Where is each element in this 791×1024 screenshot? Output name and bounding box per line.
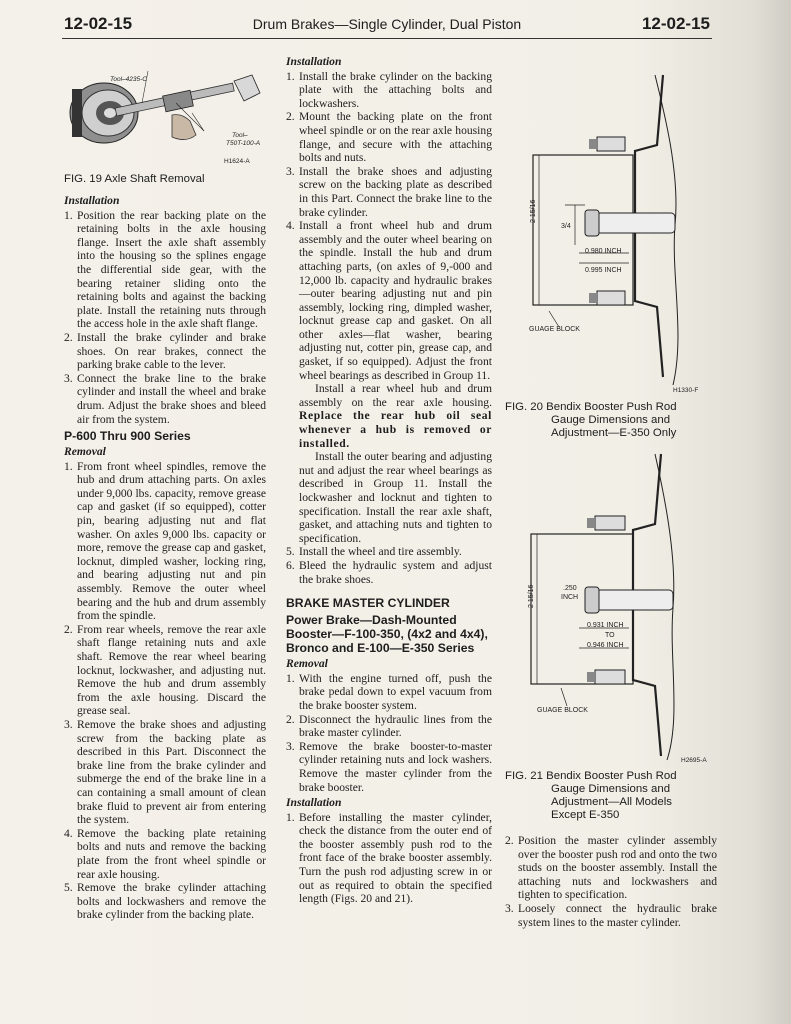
col2-installation-heading: Installation: [286, 55, 342, 68]
fig19-id: H1624-A: [224, 158, 250, 165]
fig21-caption: FIG. 21 Bendix Booster Push Rod Gauge Dimensions and Adjustment—All Models Except E-350: [505, 770, 677, 821]
list-item: 4. Remove the backing plate retaining bolts and nuts and remove the backing plate from the front wheel spindle or rear axle housing.: [64, 826, 266, 881]
fig21-overall-dimension: 2 15/16: [528, 584, 535, 608]
fig21-min-value: 0.931 INCH: [587, 622, 624, 629]
page-title: Drum Brakes—Single Cylinder, Dual Piston: [252, 16, 522, 32]
col2-installation2-heading: Installation: [286, 796, 342, 810]
page-header: [64, 12, 710, 38]
fig21-id: H2695-A: [681, 757, 707, 764]
list-item: 1. Install the brake cylinder on the backing plate with the attaching bolts and lockwashers.: [286, 69, 492, 110]
fig21-illustration: [505, 448, 717, 766]
fig20-caption: FIG. 20 Bendix Booster Push Rod Gauge Dimensions and Adjustment—E-350 Only: [505, 401, 677, 439]
list-item: 5. Remove the brake cylinder attaching bolts and lockwashers and remove the brake cylinder from the backing plate.: [64, 881, 266, 922]
fig20-id: H1330-F: [673, 387, 699, 394]
page-number-right: 12-02-15: [641, 14, 710, 33]
list-item: 3. Remove the brake shoes and adjusting screw from the backing plate as described in this Part. Disconnect the brake line from the brake cylinder and submerge the end of the brake line in a can containing a small amount of clean brake fluid to prevent air from entering the system.: [64, 717, 266, 827]
fig20-guage-block-label: GUAGE BLOCK: [529, 326, 580, 333]
col2-removal-heading: Removal: [286, 657, 328, 671]
list-item: 2. Position the master cylinder assembly over the booster push rod and onto the two studs on the booster assembly. Install the attaching nuts and lockwashers and tighten to specification.: [505, 834, 717, 902]
col1-removal-heading: Removal: [64, 445, 106, 459]
list-item: 3. Loosely connect the hydraulic brake system lines to the master cylinder.: [505, 901, 717, 929]
fig21-small-dimension-unit: INCH: [561, 594, 579, 601]
list-item: 2. Mount the backing plate on the front wheel spindle or on the rear axle housing flange, and secure with the attaching bolts and nuts.: [286, 110, 492, 165]
fig20-drawing: [505, 55, 717, 395]
list-item: 3. Connect the brake line to the brake cylinder and install the wheel and brake drum. Adjust the brake shoes and bleed air from the system.: [64, 371, 266, 426]
fig21-to-label: TO: [605, 632, 615, 639]
fig20-small-dimension: 3/4: [561, 223, 571, 230]
oil-seal-warning: Replace the rear hub oil seal whenever a hub is removed or installed.: [299, 409, 492, 450]
list-item: 1. From front wheel spindles, remove the hub and drum attaching parts. On axles under 9,000 lbs. capacity, remove grease cap and gasket (if so equipped), cotter pin, bearing adjusting nut and flat washer. On axles 9,000 lbs. capacity or more, remove the grease cap and gasket, locknut, dimpled washer, locking ring, and bearing adjusting nut and pin assembly. Remove the outer wheel bearing and the hub and drum assembly from the spindle.: [64, 459, 266, 623]
list-item: 1. Position the rear backing plate on the retaining bolts in the axle housing flange. Insert the axle shaft assembly into the housing so the splines engage the differential side gear, with the bearing retainer sliding onto the retaining bolts and against the backing plate. Install the retaining nuts through the access hole in the axle shaft flange.: [64, 208, 266, 331]
col2-installation2-list: [286, 811, 492, 906]
col2-rear-hub-block: [286, 382, 492, 545]
fig21-guage-block-label: GUAGE BLOCK: [537, 707, 588, 714]
list-item: 2. Install the brake cylinder and brake shoes. On rear brakes, connect the parking brake cable to the lever.: [64, 330, 266, 372]
col1-installation-heading: Installation: [64, 194, 120, 207]
list-item: 6. Bleed the hydraulic system and adjust the brake shoes.: [286, 558, 492, 586]
list-item: 2. Disconnect the hydraulic lines from the brake master cylinder.: [286, 712, 492, 740]
list-item: 1. Before installing the master cylinder, check the distance from the outer end of the booster assembly push rod to the front face of the brake booster assembly. Turn the push rod adjusting screw in or out as required to obtain the specified length (Figs. 20 and 21).: [286, 810, 492, 906]
col1-installation-list: [64, 209, 266, 427]
fig20-min-value: 0.980 INCH: [585, 248, 622, 255]
col3-installation-list: [505, 834, 717, 929]
fig19-illustration: [64, 55, 266, 167]
col1-removal-list: [64, 460, 266, 922]
series-heading: P-600 Thru 900 Series: [64, 429, 191, 444]
power-brake-subheading: Power Brake—Dash-Mounted Booster—F-100-350, (4x2 and 4x4), Bronco and E-100—E-350 Series: [286, 613, 488, 656]
fig20-overall-dimension: 2 15/16: [530, 199, 537, 223]
fig19-caption: FIG. 19 Axle Shaft Removal: [64, 173, 205, 185]
list-item: 3. Install the brake shoes and adjusting screw on the backing plate as described in this Part. Connect the brake line to the brake cylinder.: [286, 164, 492, 219]
header-rule: [62, 38, 712, 39]
fig20-illustration: [505, 55, 717, 395]
fig20-max-value: 0.995 INCH: [585, 267, 622, 274]
list-item: 5. Install the wheel and tire assembly.: [286, 545, 462, 559]
fig19-tool2-label-b: T50T-100-A: [226, 140, 261, 147]
column-middle: [286, 55, 492, 906]
list-item: 3. Remove the brake booster-to-master cylinder retaining nuts and lock washers. Remove the master cylinder from the brake booster.: [286, 739, 492, 794]
fig19-tool1-label: Tool–4235-C: [110, 76, 147, 83]
outer-bearing-paragraph: Install the outer bearing and adjusting nut and adjust the rear wheel bearings as described in Group 11. Install the lockwasher and locknut and tighten to specification. Install the rear axle shaft, gasket, and attaching nuts and tighten to specification.: [299, 450, 492, 545]
list-item: 4. Install a front wheel hub and drum assembly and the outer wheel bearing on the spindle. Install the hub and drum attaching parts, (on axles of 9,-000 and 12,000 lb. capacity and hydraulic brakes—outer bearing adjusting nut and pin assembly, locking ring, dimpled washer, locknut grease cap and gasket. On all other axles—flat washer, bearing adjusting nut, cotter pin, grease cap, and gasket, if so equipped). Adjust the front wheel bearings as described in Group 11.: [286, 219, 492, 382]
col2-installation-list-cont: [286, 545, 492, 586]
fig21-max-value: 0.946 INCH: [587, 642, 624, 649]
list-item: 1. With the engine turned off, push the brake pedal down to expel vacuum from the brake booster system.: [286, 671, 492, 712]
col2-removal-list: [286, 672, 492, 794]
col2-installation-list: [286, 70, 492, 383]
fig21-small-dimension: .250: [563, 585, 577, 592]
fig19-tool2-label-a: Tool–: [232, 132, 248, 139]
list-item: 2. From rear wheels, remove the rear axle shaft flange retaining nuts and axle shaft. Remove the rear wheel bearing locknut, lockwasher, and adjusting nut. Remove the hub and drum assembly from the axle housing. Discard the grease seal.: [64, 622, 266, 718]
rear-hub-paragraph: Install a rear wheel hub and drum assembly on the rear axle housing. Replace the rear hub oil seal whenever a hub is removed or installed.: [299, 382, 492, 450]
master-cylinder-heading: BRAKE MASTER CYLINDER: [286, 596, 450, 611]
column-left: [64, 55, 266, 922]
column-right: [505, 55, 717, 929]
page-number-left: 12-02-15: [64, 14, 133, 33]
